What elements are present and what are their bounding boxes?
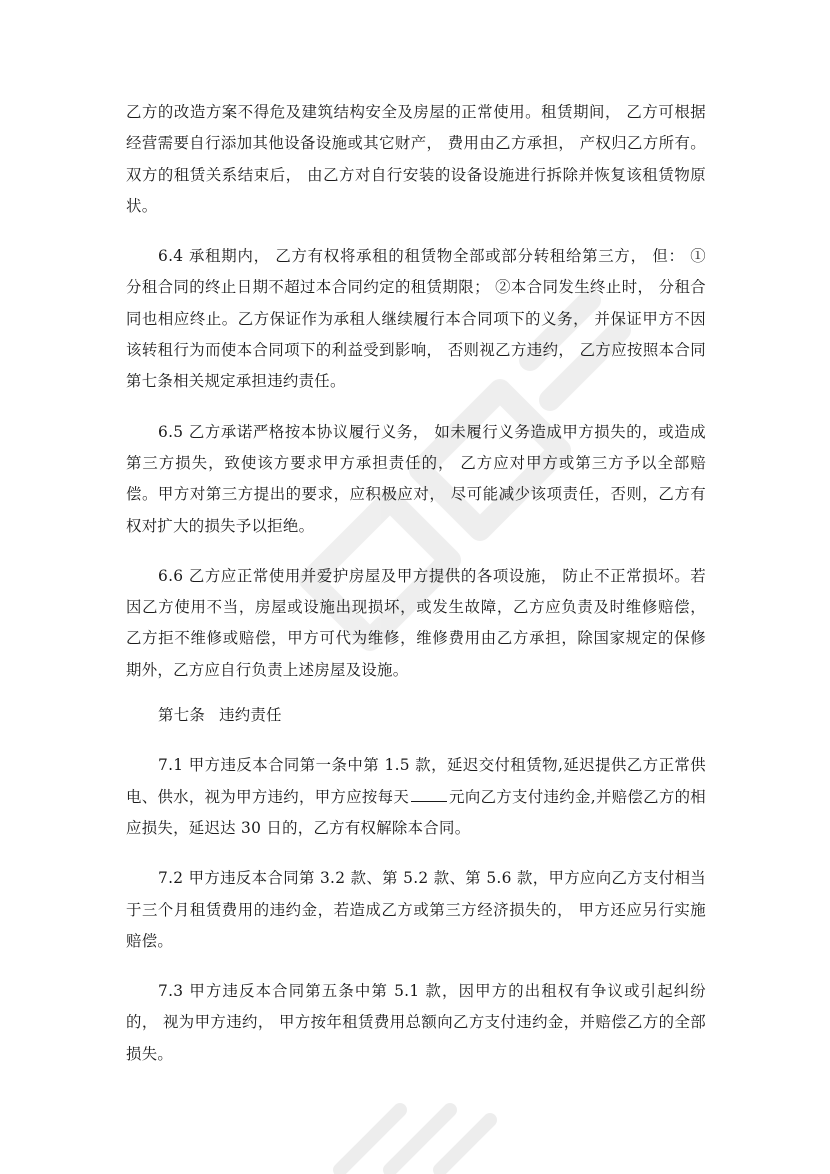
watermark-bottom-graphic <box>330 1075 510 1174</box>
article-7-number: 第七条 <box>158 706 206 725</box>
clause-6-6: 6.6 乙方应正常使用并爱护房屋及甲方提供的各项设施， 防止不正常损坏。若因乙方使用不当，房屋或设施出现损坏，或发生故障，乙方应负责及时维修赔偿，乙方拒不维修或赔偿，甲方可代为维修，维修费用由乙方承担，除国家规定的保修期外，乙方应自行负责上述房屋及设施。 <box>126 566 706 679</box>
clause-6-5: 6.5 乙方承诺严格按本协议履行义务， 如未履行义务造成甲方损失的，或造成第三方损失，致使该方要求甲方承担责任的， 乙方应对甲方或第三方予以全部赔偿。甲方对第三方提出的要求，应积极应对， 尽可能减少该项责任，否则，乙方有权对扩大的损失予以拒绝。 <box>126 422 706 535</box>
clause-6-4: 6.4 承租期内， 乙方有权将承租的租赁物全部或部分转租给第三方， 但： ①分租合同的终止日期不超过本合同约定的租赁期限； ②本合同发生终止时， 分租合同也相应终止。乙方保证作为承租人继续履行本合同项下的义务， 并保证甲方不因该转租行为而使本合同项下的利益受到影响， 否则视乙方违约， 乙方应按照本合同第七条相关规定承担违约责任。 <box>126 247 706 391</box>
contract-body <box>126 97 706 1070</box>
clause-7-3: 7.3 甲方违反本合同第五条中第 5.1 款，因甲方的出租权有争议或引起纠纷的， 视为甲方违约， 甲方按年租赁费用总额向乙方支付违约金，并赔偿乙方的全部损失。 <box>126 982 706 1063</box>
amount-blank-line[interactable] <box>411 783 447 802</box>
clause-7-2: 7.2 甲方违反本合同第 3.2 款、第 5.2 款、第 5.6 款，甲方应向乙方支付相当于三个月租赁费用的违约金，若造成乙方或第三方经济损失的， 甲方还应另行实施赔偿。 <box>126 869 706 950</box>
clause-7-1-part-2: 元向乙方支付违约金,并赔偿乙方的相应损失，延迟达 30 日的，乙方有权解除本合同。 <box>126 787 706 837</box>
clause-7-1 <box>126 750 706 844</box>
paragraph-continued: 乙方的改造方案不得危及建筑结构安全及房屋的正常使用。租赁期间， 乙方可根据经营需要自行添加其他设备设施或其它财产， 费用由乙方承担， 产权归乙方所有。双方的租赁关系结束后， 由乙方对自行安装的设备设施进行拆除并恢复该租赁物原状。 <box>126 103 706 215</box>
article-7-title: 违约责任 <box>219 706 282 725</box>
clause-7-1-part-1: 7.1 甲方违反本合同第一条中第 1.5 款，延迟交付租赁物,延迟提供乙方正常供电、供水，视为甲方违约，甲方应按每天 <box>126 756 706 806</box>
article-7-heading <box>126 700 706 731</box>
